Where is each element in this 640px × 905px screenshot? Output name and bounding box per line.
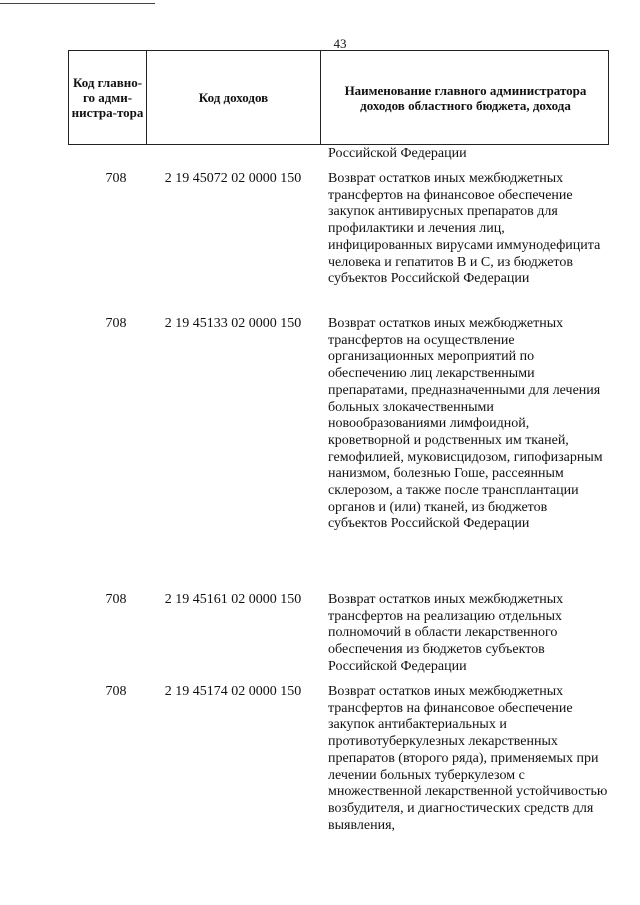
table-header — [68, 50, 609, 145]
header-admin-code: Код главно-го адми-нистра-тора — [69, 51, 147, 144]
admin-code: 708 — [105, 592, 127, 607]
header-name: Наименование главного администратора доходов областного бюджета, дохода — [344, 82, 587, 113]
income-name: Возврат остатков иных межбюджетных трансфертов на финансовое обеспечение закупок антивирусных препаратов для профилактики и лечения лиц, инфицированных вирусами иммунодефицита человека и гепатитов В и С, из бюджетов субъектов Российской Федерации — [328, 171, 601, 287]
income-code: 2 19 45161 02 0000 150 — [164, 592, 302, 607]
scan-top-line — [0, 3, 155, 4]
income-name: Возврат остатков иных межбюджетных трансфертов на осуществление организационных мероприятий по обеспечению лиц лекарственными препаратами, предназначенными для лечения больных злокачественными новообразованиями лимфоидной, кроветворной и родственных им тканей, гемофилией, муковисцидозом, гипофизарным нанизмом, болезнью Гоше, рассеянным склерозом, а также после трансплантации органов и (или) тканей, из бюджетов субъектов Российской Федерации — [328, 316, 603, 532]
income-code: 2 19 45072 02 0000 150 — [164, 171, 302, 186]
page-number: 43 — [333, 36, 347, 51]
continuation-text: Российской Федерации — [328, 146, 467, 161]
income-name: Возврат остатков иных межбюджетных трансфертов на финансовое обеспечение закупок антибактериальных и противотуберкулезных лекарственных препаратов (второго ряда), применяемых при лечении больных туберкулезом с множественной лекарственной устойчивостью возбудителя, и диагностических средств для выявления, — [328, 684, 608, 833]
income-code: 2 19 45174 02 0000 150 — [164, 684, 302, 699]
income-name: Возврат остатков иных межбюджетных трансфертов на реализацию отдельных полномочий в области лекарственного обеспечения из бюджетов субъектов Российской Федерации — [328, 592, 564, 674]
admin-code: 708 — [105, 684, 127, 699]
income-code: 2 19 45133 02 0000 150 — [164, 316, 302, 331]
header-income-code: Код доходов — [147, 51, 321, 144]
admin-code: 708 — [105, 316, 127, 331]
admin-code: 708 — [105, 171, 127, 186]
